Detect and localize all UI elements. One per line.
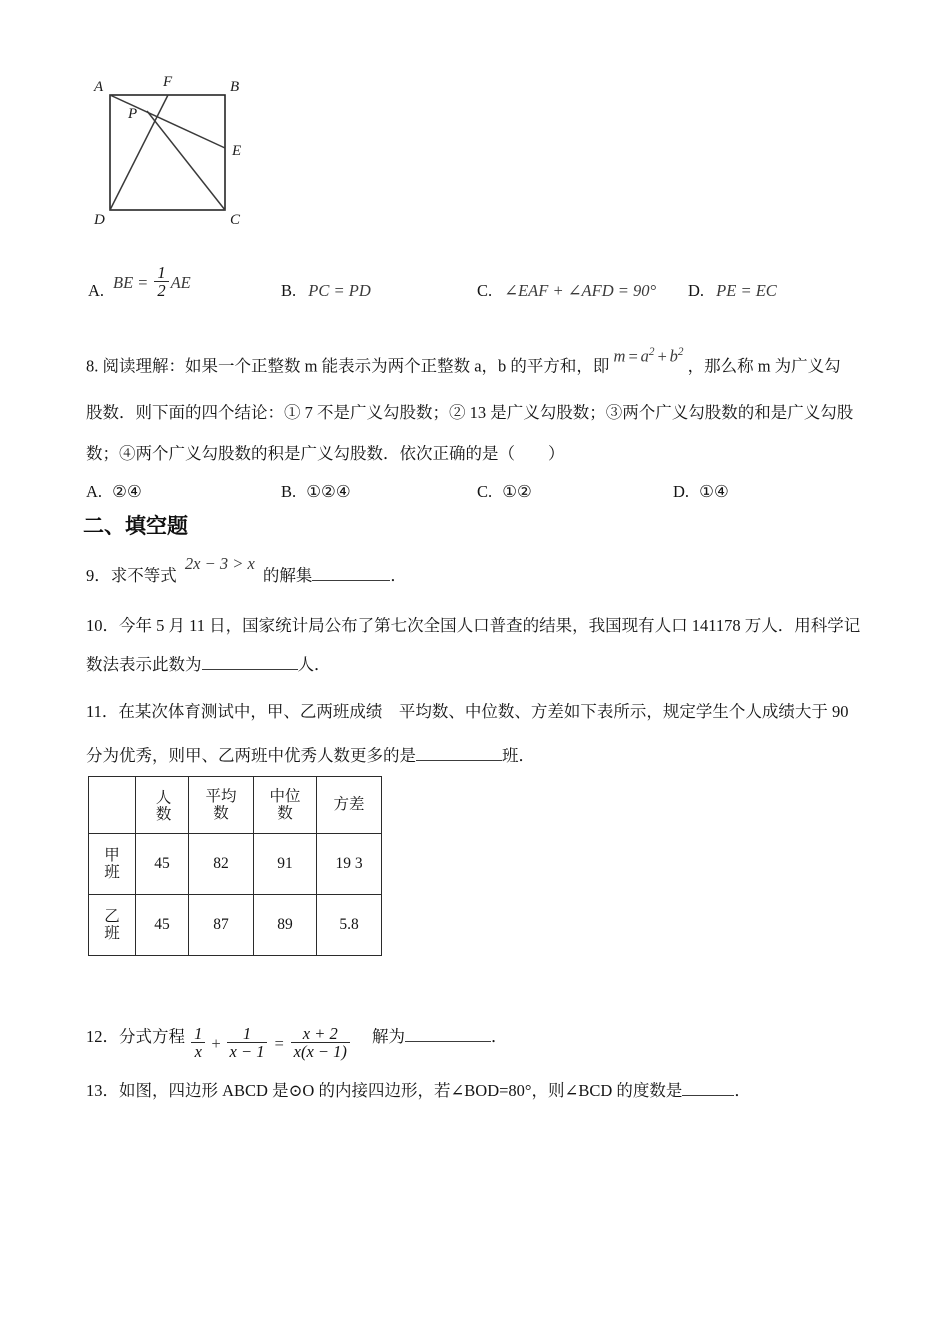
q8-formula [614,347,684,365]
table-header-count [136,777,189,834]
q12-lead: 12．分式方程 [86,1027,185,1046]
q7-option-a-frac-den: 2 [154,281,168,299]
q12-answer-blank[interactable] [405,1041,491,1042]
table-corner-cell [89,777,136,834]
q7-option-d-text: PE = EC [716,281,777,300]
q12-f1-den: x [191,1042,205,1060]
q12-f2-num: 1 [242,1024,252,1043]
q7-option-a-fraction [154,264,168,300]
q12-f3-den: x(x − 1) [291,1042,350,1060]
table-row [89,834,382,895]
geometry-figure-square-abcd [80,60,380,240]
q7-option-b [281,283,371,300]
table-row [89,895,382,956]
table-header-median [254,777,317,834]
q12-equals: = [273,1033,285,1053]
q8-option-b-letter: B. [281,482,297,501]
q11-answer-blank[interactable] [416,760,502,761]
figure-label-C: C [230,212,241,228]
q10-answer-blank[interactable] [202,669,298,670]
figure-label-E: E [232,143,242,159]
table-row-label-class-jia [89,834,136,895]
figure-label-P: P [128,106,138,122]
q7-option-b-text: PC = PD [308,281,371,300]
q8-line-1-post: ，那么称 m 为广义勾 [687,356,841,376]
q9-lead: 9．求不等式 [86,566,177,585]
q8-formula-sup-1: 2 [648,346,655,358]
q11-line-2 [86,748,535,765]
q12-fraction-3 [291,1025,350,1061]
figure-label-A: A [94,79,104,95]
cell-jia-variance: 19 3 [317,834,382,895]
figure-label-B: B [230,79,240,95]
q8-option-a-text: ②④ [112,482,142,501]
q10-line-1: 10．今年 5 月 11 日，国家统计局公布了第七次全国人口普查的结果，我国现有人口 141178 万人．用科学记 [86,616,861,635]
q7-option-a-expression [113,265,191,301]
q12-f3-num: x + 2 [302,1024,338,1043]
q12-equation [189,1026,352,1062]
q7-option-a-frac-num: 1 [157,263,166,282]
q8-option-d-letter: D. [673,482,690,501]
q9 [86,554,407,585]
statistics-table [88,776,382,956]
q7-option-a-tail: AE [170,272,191,292]
q8-formula-eq: = [627,346,639,366]
cell-jia-mean: 82 [189,834,254,895]
table-header-variance [317,777,382,834]
q8-option-b [281,484,351,501]
q11-line-2-pre: 分为优秀，则甲、乙两班中优秀人数更多的是 [86,746,416,765]
q13-answer-blank[interactable] [682,1095,734,1096]
table-header-median-label: 中位数 [269,787,301,822]
q9-mid: 的解集 [262,566,313,585]
q12-fraction-1 [191,1025,205,1061]
q8-formula-b: b [669,346,678,366]
q7-option-a-lead: BE [113,272,134,292]
q11-line-1: 11．在某次体育测试中，甲、乙两班成绩 平均数、中位数、方差如下表所示，规定学生个人成绩大于 90 [86,702,849,721]
q8-option-c [477,484,532,501]
q7-option-c [477,283,656,300]
q8-option-c-text: ①② [502,482,532,501]
q9-end: ． [390,566,407,585]
q7-option-d [688,283,777,300]
q8-line-1 [86,346,841,376]
q12-f2-den: x − 1 [227,1042,268,1060]
class-jia-label: 甲班 [104,846,120,881]
cell-yi-mean: 87 [189,895,254,956]
q12-plus: + [210,1033,222,1053]
q12-tail: 解为 [372,1027,406,1046]
table-header-mean [189,777,254,834]
q10-line-2-pre: 数法表示此数为 [86,655,202,674]
q8-line-3: 数；④两个广义勾股数的积是广义勾股数．依次正确的是（ ） [86,444,565,463]
q8-option-a-letter: A. [86,482,103,501]
q8-formula-sup-2: 2 [677,346,684,358]
figure-label-D: D [94,212,105,228]
table-header-mean-label: 平均数 [205,787,237,822]
cell-yi-median: 89 [254,895,317,956]
cell-jia-count: 45 [136,834,189,895]
class-yi-label: 乙班 [104,907,120,942]
q8-option-c-letter: C. [477,482,493,501]
q8-line-1-pre: 8. 阅读理解：如果一个正整数 m 能表示为两个正整数 a，b 的平方和，即 [86,356,610,376]
figure-label-F: F [163,74,173,90]
q8-option-d-text: ①④ [699,482,729,501]
q7-option-c-text: ∠EAF + ∠AFD = 90° [504,281,657,300]
q7-option-b-letter: B. [281,281,297,300]
q8-option-a [86,484,142,501]
q12-f1-num: 1 [194,1024,203,1043]
q8-option-d [673,484,729,501]
q8-line-2: 股数．则下面的四个结论：① 7 不是广义勾股数；② 13 是广义勾股数；③两个广义勾股数的和是广义勾股 [86,403,854,422]
figure-svg [80,60,380,240]
q12-end: ． [491,1027,508,1046]
q7-option-a-letter: A. [88,281,105,300]
q9-expression: 2x − 3 > x [184,554,255,573]
q10-line-2 [86,657,331,674]
q9-answer-blank[interactable] [312,580,390,581]
cell-jia-median: 91 [254,834,317,895]
q12-fraction-2 [227,1025,268,1061]
section-heading-fill-in-blanks: 二、填空题 [83,515,188,538]
q7-option-a [88,283,104,300]
q8-formula-plus: + [656,346,668,366]
cell-yi-count: 45 [136,895,189,956]
q7-option-d-letter: D. [688,281,705,300]
table-row-label-class-yi [89,895,136,956]
cell-yi-variance: 5.8 [317,895,382,956]
q8-formula-m: m [613,346,626,366]
q8-option-b-text: ①②④ [306,482,351,501]
q8-formula-a: a [640,346,649,366]
q7-option-a-eq: = [137,272,149,292]
q10-line-2-post: 人． [297,655,331,674]
table-header-row [89,777,382,834]
table-header-variance-label: 方差 [333,796,365,814]
table-header-count-label: 人数 [153,788,171,822]
q11-line-2-post: 班． [502,746,535,765]
q13 [86,1083,751,1100]
q13-pre: 13．如图，四边形 ABCD 是⊙O 的内接四边形，若∠BOD=80°，则∠BCD 的度数是 [86,1081,683,1100]
q12 [86,1024,508,1064]
q13-post: ． [734,1081,751,1100]
q7-option-c-letter: C. [477,281,493,300]
